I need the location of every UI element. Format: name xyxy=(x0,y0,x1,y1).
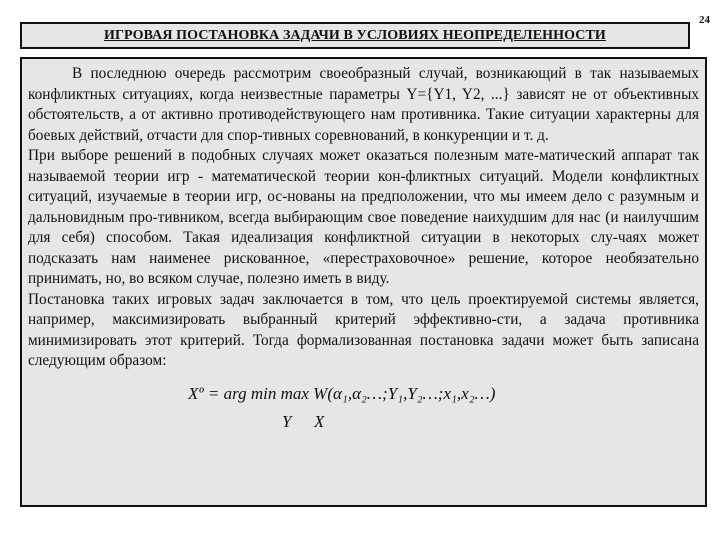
formula-under-max: X xyxy=(314,411,325,431)
content-box xyxy=(20,57,707,507)
paragraph-3: Постановка таких игровых задач заключается в том, что цель проектируемой системы является, например, максимизировать выбранный критерий эффективно-сти, а задача противника минимизировать этот критерий. Тогда формализованная постановка задачи может быть записана следующим образом: xyxy=(28,290,699,369)
paragraph-2: При выборе решений в подобных случаях может оказаться полезным мате-матический аппарат так называемой теории игр - математической теории кон-фликтных ситуаций. Модели конфликтных ситуаций, изучаемые в теории игр, ос-нованы на предположении, что мы имеем дело с разумным и дальновидным про-тивником, всегда выбирающим свое поведение наихудшим для нас (и наилучшим для себя) способом. Такая идеализация конфликтной ситуации в некоторых слу-чаях может подсказать нам наименее рискованное, «перестраховочное» решение, которое необязательно принимать, но, во всяком случае, полезно иметь в виду. xyxy=(28,147,699,287)
title-box xyxy=(20,22,690,49)
formula-main: Xº = arg min max W(α₁,α₂…;Y₁,Y₂…;x₁,x₂…) xyxy=(188,383,496,403)
paragraph-1: В последнюю очередь рассмотрим своеобразный случай, возникающий в так называемых конфликтных ситуациях, когда неизвестные параметры Y={Y1, Y2, ...} зависят не от объективных обстоятельств, а от активно противодействующего нам противника. Такие ситуации характерны для боевых действий, отчасти для спор-тивных соревнований, в конкуренции и т. д. xyxy=(28,65,699,144)
formula-under-min: Y xyxy=(282,411,292,431)
formula xyxy=(28,378,699,438)
slide-title: ИГРОВАЯ ПОСТАНОВКА ЗАДАЧИ В УСЛОВИЯХ НЕОПРЕДЕЛЕННОСТИ xyxy=(104,27,606,43)
page-number: 24 xyxy=(699,14,710,26)
